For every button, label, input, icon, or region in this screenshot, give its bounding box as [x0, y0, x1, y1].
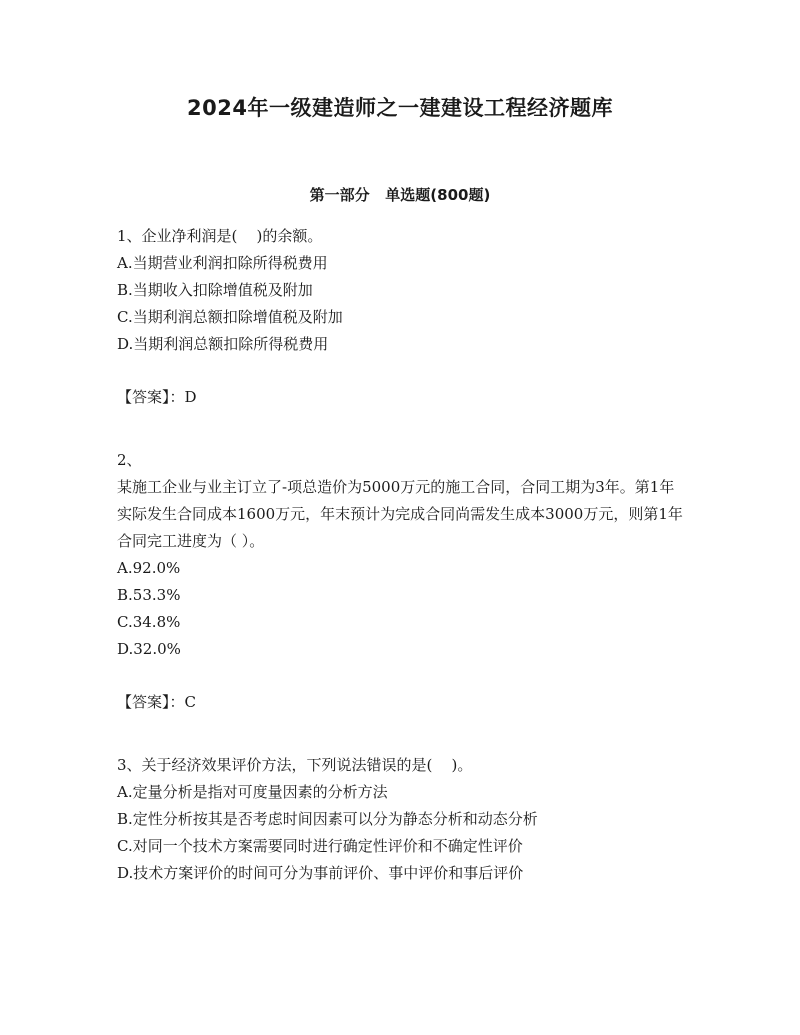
question-2-option-d: D.32.0% [117, 640, 181, 658]
question-1-option-d: D.当期利润总额扣除所得税费用 [117, 335, 329, 353]
question-3-stem: 3、关于经济效果评价方法，下列说法错误的是( )。 [117, 756, 473, 774]
question-list [117, 223, 687, 887]
question-2-number: 2、 [117, 451, 142, 469]
document-title: 2024年一级建造师之一建建设工程经济题库 [187, 96, 613, 120]
question-1-option-b: B.当期收入扣除增值税及附加 [117, 281, 313, 299]
question-1 [117, 223, 687, 411]
section-title: 第一部分 单选题(800题) [309, 186, 491, 204]
question-1-answer: 【答案】：D [117, 388, 197, 406]
question-1-stem: 1、企业净利润是( )的余额。 [117, 227, 323, 245]
question-3-option-b: B.定性分析按其是否考虑时间因素可以分为静态分析和动态分析 [117, 810, 538, 828]
question-3-option-d: D.技术方案评价的时间可分为事前评价、事中评价和事后评价 [117, 864, 524, 882]
question-3 [117, 752, 687, 887]
question-3-option-a: A.定量分析是指对可度量因素的分析方法 [117, 783, 388, 801]
question-2-stem: 某施工企业与业主订立了-项总造价为5000万元的施工合同，合同工期为3年。第1年实际发生合同成本1600万元，年末预计为完成合同尚需发生成本3000万元，则第1年合同完工进度为（ ）。 [117, 478, 683, 550]
question-2 [117, 447, 687, 716]
question-2-option-c: C.34.8% [117, 613, 181, 631]
question-2-option-a: A.92.0% [117, 559, 181, 577]
question-3-option-c: C.对同一个技术方案需要同时进行确定性评价和不确定性评价 [117, 837, 523, 855]
question-2-answer: 【答案】：C [117, 693, 196, 711]
question-2-option-b: B.53.3% [117, 586, 181, 604]
question-1-option-c: C.当期利润总额扣除增值税及附加 [117, 308, 343, 326]
question-1-option-a: A.当期营业利润扣除所得税费用 [117, 254, 328, 272]
